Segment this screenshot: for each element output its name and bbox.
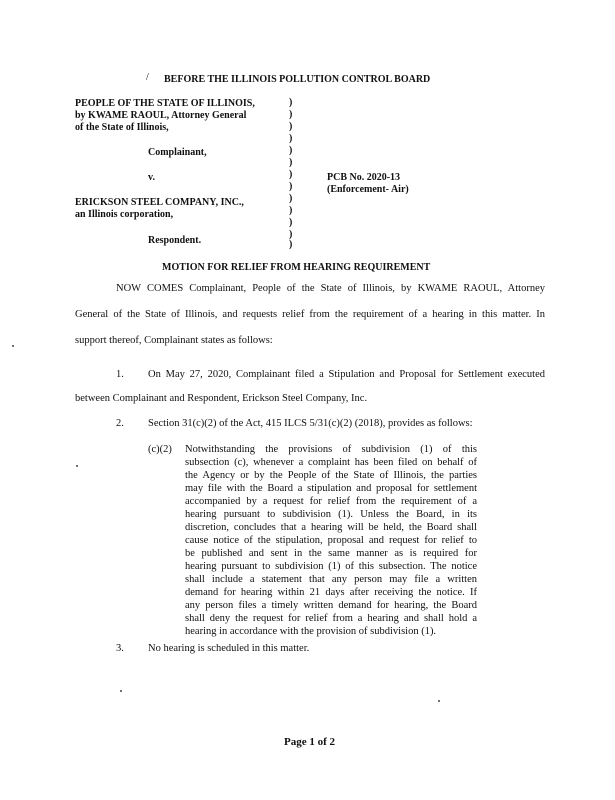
caption-paren: ) bbox=[289, 239, 293, 250]
case-type: (Enforcement- Air) bbox=[327, 184, 409, 195]
quote-line: may file with the Board a stipulation and proposal for settlement bbox=[185, 483, 477, 494]
intro-line-1: NOW COMES Complainant, People of the State of Illinois, by KWAME RAOUL, Attorney bbox=[116, 283, 545, 294]
complainant-role: Complainant, bbox=[148, 147, 207, 158]
respondent-role: Respondent. bbox=[148, 235, 202, 246]
quote-line: hearing in accordance with the provision of subdivision (1). bbox=[185, 626, 437, 637]
complainant-line-3: of the State of Illinois, bbox=[75, 122, 169, 133]
complainant-line-2: by KWAME RAOUL, Attorney General bbox=[75, 110, 247, 121]
scan-speck bbox=[120, 690, 122, 692]
case-number: PCB No. 2020-13 bbox=[327, 172, 401, 183]
scan-speck bbox=[438, 700, 440, 702]
caption-paren: ) bbox=[289, 121, 293, 132]
scan-speck bbox=[76, 465, 78, 467]
item-number-1: 1. bbox=[116, 369, 124, 380]
quote-line: cause notice of the stipulation, proposal and request for relief to bbox=[185, 535, 477, 546]
caption-paren: ) bbox=[289, 181, 293, 192]
quote-line: hearing pursuant to subdivision (1). Unless the Board, in its bbox=[185, 509, 477, 520]
versus-label: v. bbox=[148, 172, 155, 183]
quote-line: discretion, concludes that a hearing will be held, the Board shall bbox=[185, 522, 477, 533]
quote-label: (c)(2) bbox=[148, 444, 172, 455]
caption-paren: ) bbox=[289, 229, 293, 240]
caption-paren: ) bbox=[289, 217, 293, 228]
motion-title: MOTION FOR RELIEF FROM HEARING REQUIREMENT bbox=[162, 262, 431, 273]
caption-paren: ) bbox=[289, 145, 293, 156]
tick-mark: / bbox=[146, 72, 149, 83]
quote-line: any person files a timely written demand for hearing, the Board bbox=[185, 600, 477, 611]
caption-paren: ) bbox=[289, 133, 293, 144]
caption-paren: ) bbox=[289, 169, 293, 180]
quote-line: Notwithstanding the provisions of subdivision (1) of this bbox=[185, 444, 477, 455]
page-number: Page 1 of 2 bbox=[284, 736, 336, 748]
caption-paren: ) bbox=[289, 97, 293, 108]
item-number-2: 2. bbox=[116, 418, 124, 429]
item-1-line-1: On May 27, 2020, Complainant filed a Stipulation and Proposal for Settlement executed bbox=[148, 369, 545, 380]
scan-speck bbox=[12, 345, 14, 347]
intro-line-2: General of the State of Illinois, and requests relief from the requirement of a hearing in this matter. In bbox=[75, 309, 545, 320]
item-number-3: 3. bbox=[116, 643, 124, 654]
quote-line: the Agency or by the People of the State of Illinois, the parties bbox=[185, 470, 477, 481]
respondent-line-1: ERICKSON STEEL COMPANY, INC., bbox=[75, 197, 244, 208]
item-2-line-1: Section 31(c)(2) of the Act, 415 ILCS 5/31(c)(2) (2018), provides as follows: bbox=[148, 418, 473, 429]
quote-line: subsection (c), whenever a complaint has been filed on behalf of bbox=[185, 457, 477, 468]
caption-paren: ) bbox=[289, 193, 293, 204]
intro-line-3: support thereof, Complainant states as follows: bbox=[75, 335, 273, 346]
quote-line: be published and sent in the same manner as is required for bbox=[185, 548, 477, 559]
complainant-line-1: PEOPLE OF THE STATE OF ILLINOIS, bbox=[75, 98, 255, 109]
quote-line: shall deny the request for relief from a hearing and shall hold a bbox=[185, 613, 477, 624]
board-title: BEFORE THE ILLINOIS POLLUTION CONTROL BOARD bbox=[164, 74, 431, 85]
caption-paren: ) bbox=[289, 157, 293, 168]
item-3-line-1: No hearing is scheduled in this matter. bbox=[148, 643, 310, 654]
quote-line: shall include a statement that any person may file a written bbox=[185, 574, 477, 585]
caption-paren: ) bbox=[289, 109, 293, 120]
quote-line: demand for hearing within 21 days after receiving the notice. If bbox=[185, 587, 477, 598]
item-1-line-2: between Complainant and Respondent, Erickson Steel Company, Inc. bbox=[75, 393, 368, 404]
caption-paren: ) bbox=[289, 205, 293, 216]
respondent-line-2: an Illinois corporation, bbox=[75, 209, 174, 220]
quote-line: hearing pursuant to subdivision (1) of this subsection. The notice bbox=[185, 561, 477, 572]
quote-line: accompanied by a request for relief from the requirement of a bbox=[185, 496, 477, 507]
